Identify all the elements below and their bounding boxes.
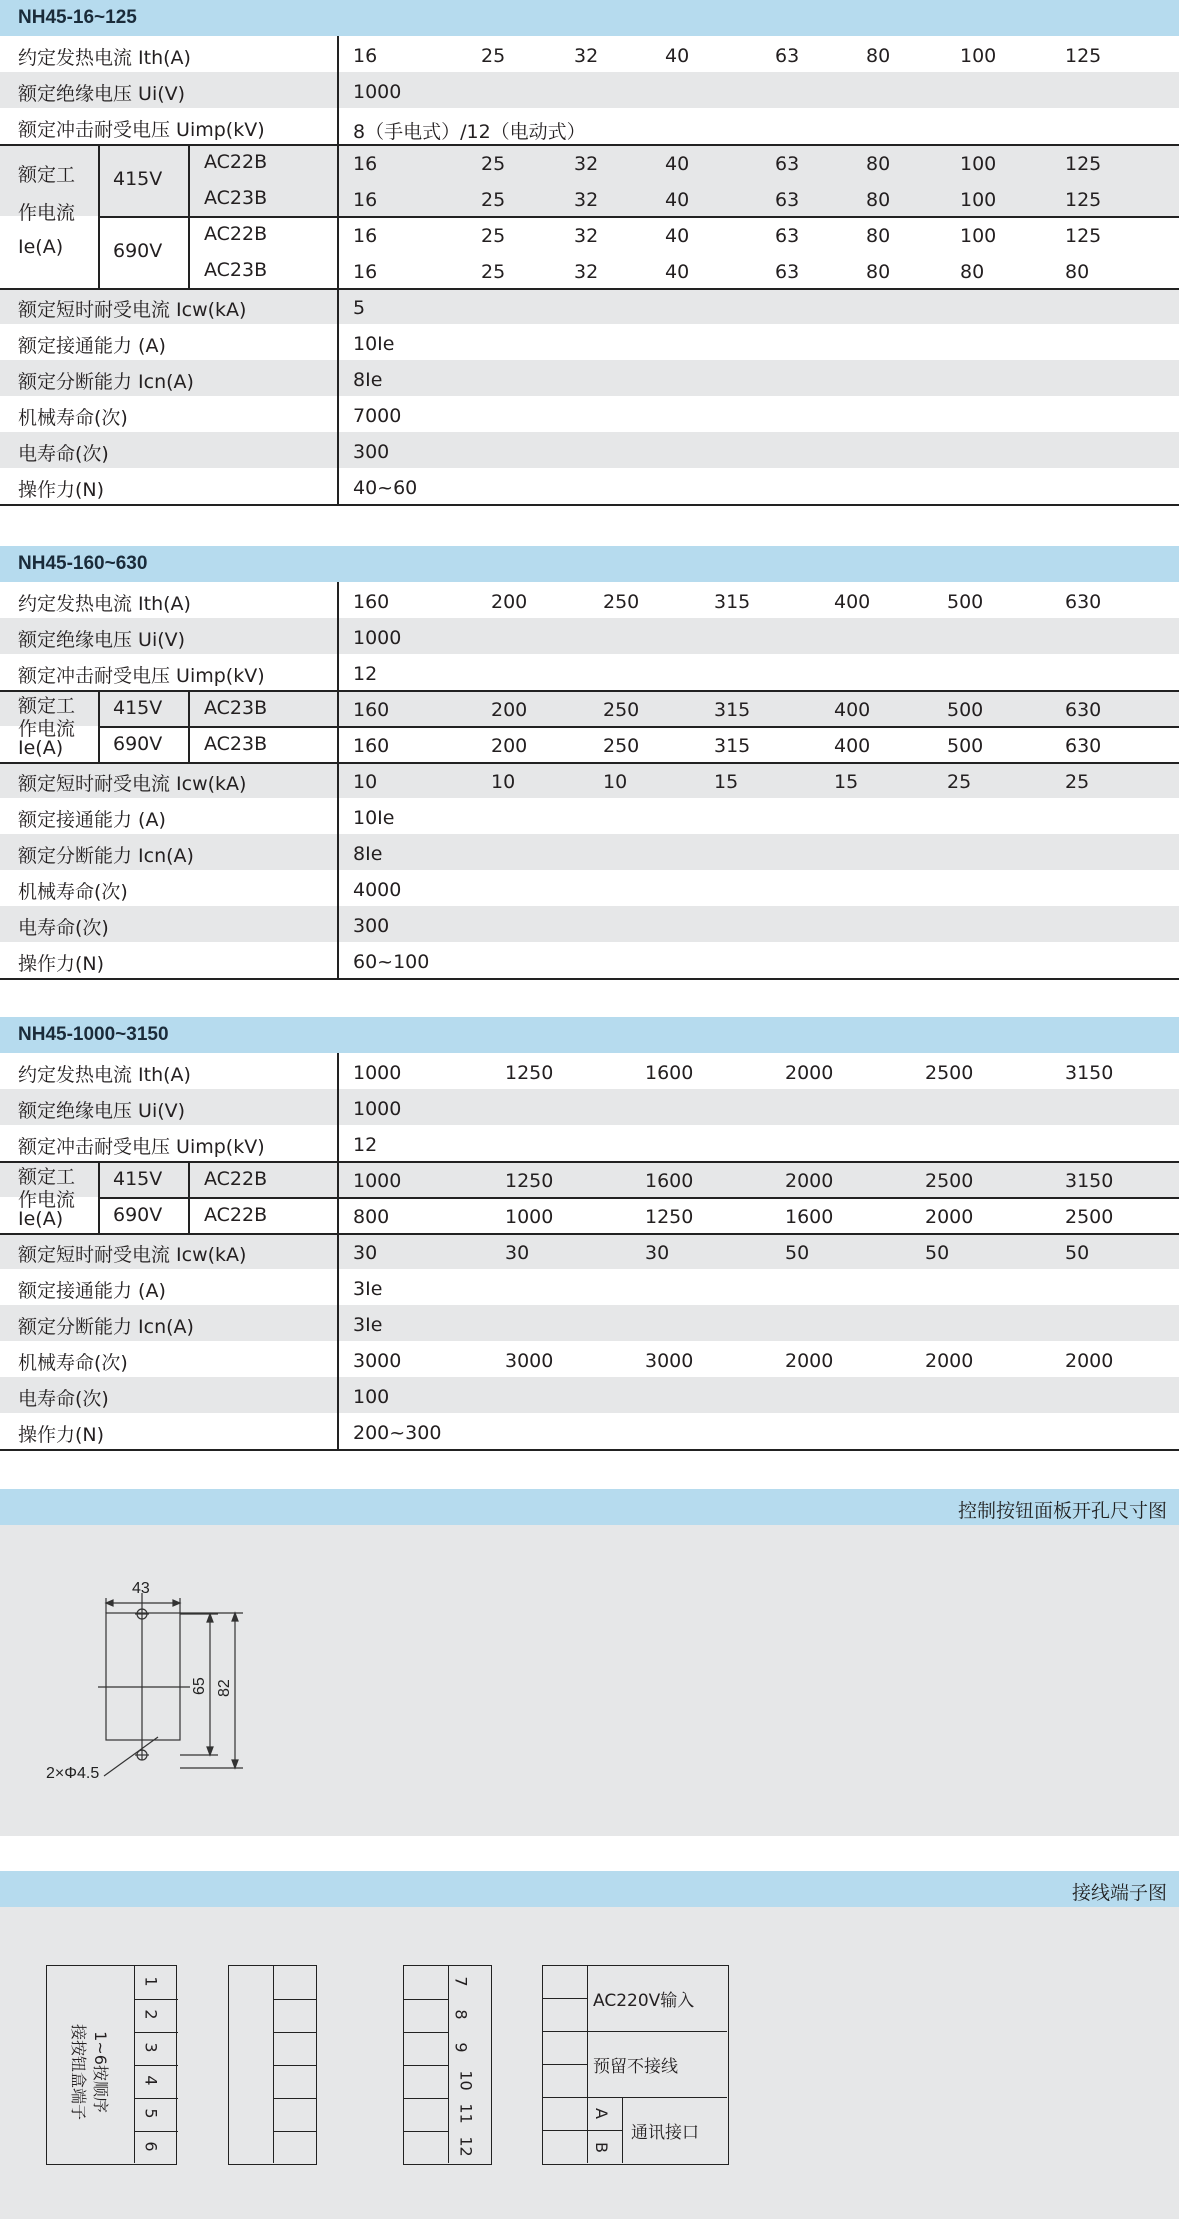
row-value: 3000: [645, 1350, 694, 1372]
ie-value: 63: [775, 225, 800, 247]
row-value: 125: [1065, 45, 1102, 67]
terminal-number: 8: [451, 2009, 471, 2020]
row-value: 1600: [645, 1062, 694, 1084]
panel-cutout-diagram-area: [0, 1525, 1179, 1836]
ie-value: 32: [574, 153, 599, 175]
row-label: 机械寿命(次): [18, 881, 128, 903]
ie-value: 63: [775, 153, 800, 175]
dim-outer-label: 82: [216, 1679, 233, 1697]
ie-category: AC23B: [204, 187, 268, 209]
ie-value: 1600: [785, 1206, 834, 1228]
terminal-diagram-area: [0, 1907, 1179, 2219]
ie-label: Ie(A): [18, 1208, 64, 1230]
ie-label: Ie(A): [18, 737, 64, 759]
row-value: 60~100: [353, 951, 430, 973]
row-value: 1250: [505, 1062, 554, 1084]
ie-category: AC22B: [204, 151, 268, 173]
terminal-number: 4: [141, 2075, 161, 2086]
row-value: 40~60: [353, 477, 418, 499]
ie-value: 500: [947, 735, 984, 757]
table-title: NH45-16~125: [18, 7, 137, 28]
row-label: 额定分断能力 Icn(A): [18, 845, 194, 867]
ie-value: 400: [834, 735, 871, 757]
row-value: 2000: [785, 1062, 834, 1084]
row-value: 3Ie: [353, 1314, 383, 1336]
row-label: 额定短时耐受电流 Icw(kA): [18, 773, 247, 795]
row-label: 额定短时耐受电流 Icw(kA): [18, 299, 247, 321]
ie-value: 1000: [505, 1206, 554, 1228]
row-label: 额定接通能力 (A): [18, 335, 166, 357]
row-value: 16: [353, 45, 378, 67]
ie-value: 3150: [1065, 1170, 1114, 1192]
ie-value: 250: [603, 699, 640, 721]
row-label: 电寿命(次): [18, 1388, 109, 1410]
row-value: 12: [353, 663, 378, 685]
block1-label-line2: 接按钮盒端子: [69, 2023, 88, 2120]
row-value: 4000: [353, 879, 402, 901]
row-value: 1000: [353, 1062, 402, 1084]
row-label: 操作力(N): [18, 1424, 105, 1446]
ie-value: 2000: [925, 1206, 974, 1228]
terminal-section-header: [0, 1871, 1179, 1907]
dim-holes-label: 2×Φ4.5: [46, 1765, 100, 1782]
ie-category: AC22B: [204, 1168, 268, 1190]
ie-value: 40: [665, 189, 690, 211]
row-label: 额定分断能力 Icn(A): [18, 1316, 194, 1338]
row-value: 160: [353, 591, 390, 613]
row-value: 300: [353, 915, 390, 937]
ie-voltage: 690V: [113, 240, 163, 262]
row-value: 3000: [505, 1350, 554, 1372]
ie-label: 作电流: [18, 718, 76, 740]
row-value: 30: [645, 1242, 670, 1264]
ie-value: 500: [947, 699, 984, 721]
ie-value: 80: [866, 225, 891, 247]
row-value: 10: [353, 771, 378, 793]
row-value: 500: [947, 591, 984, 613]
row-value: 200~300: [353, 1422, 442, 1444]
ie-value: 125: [1065, 225, 1102, 247]
row-value: 40: [665, 45, 690, 67]
ie-voltage: 415V: [113, 168, 163, 190]
row-value: 25: [481, 45, 506, 67]
row-label: 电寿命(次): [18, 443, 109, 465]
row-label: 额定绝缘电压 Ui(V): [18, 83, 186, 105]
row-value: 15: [834, 771, 859, 793]
row-value: 2000: [1065, 1350, 1114, 1372]
row-value: 10Ie: [353, 807, 395, 829]
row-value: 400: [834, 591, 871, 613]
row-value: 630: [1065, 591, 1102, 613]
terminal-number: 1: [141, 1976, 161, 1987]
ie-value: 2500: [925, 1170, 974, 1192]
terminal-number: 3: [141, 2042, 161, 2053]
row-label: 额定冲击耐受电压 Uimp(kV): [18, 119, 265, 141]
row-label: 约定发热电流 Ith(A): [18, 593, 191, 615]
ie-value: 160: [353, 735, 390, 757]
row-value: 100: [960, 45, 997, 67]
row-value: 8Ie: [353, 843, 383, 865]
panel-section-title: 控制按钮面板开孔尺寸图: [957, 1500, 1167, 1522]
row-value: 1000: [353, 1098, 402, 1120]
row-value: 63: [775, 45, 800, 67]
row-value: 100: [353, 1386, 390, 1408]
ie-value: 315: [714, 699, 751, 721]
row-value: 1000: [353, 81, 402, 103]
panel-cutout-drawing: [0, 1525, 1179, 1836]
ie-value: 32: [574, 189, 599, 211]
row-value: 2500: [925, 1062, 974, 1084]
terminal-number: 6: [141, 2141, 161, 2152]
ie-label: 作电流: [18, 1189, 76, 1211]
ie-voltage: 690V: [113, 1204, 163, 1226]
row-value: 1000: [353, 627, 402, 649]
ie-value: 200: [491, 699, 528, 721]
panel-section-header: [0, 1489, 1179, 1525]
row-label: 额定绝缘电压 Ui(V): [18, 629, 186, 651]
comm-b-label: B: [591, 2142, 611, 2153]
ie-value: 40: [665, 225, 690, 247]
row-value: 315: [714, 591, 751, 613]
ac-input-label: AC220V输入: [593, 1991, 695, 2011]
ie-value: 80: [866, 189, 891, 211]
ie-value: 16: [353, 225, 378, 247]
ie-value: 25: [481, 225, 506, 247]
ie-value: 80: [1065, 261, 1090, 283]
ie-value: 1000: [353, 1170, 402, 1192]
row-label: 额定短时耐受电流 Icw(kA): [18, 1244, 247, 1266]
ie-value: 250: [603, 735, 640, 757]
row-value: 10Ie: [353, 333, 395, 355]
terminal-number: 5: [141, 2108, 161, 2119]
row-value: 32: [574, 45, 599, 67]
ie-value: 630: [1065, 699, 1102, 721]
ie-value: 100: [960, 225, 997, 247]
row-value: 250: [603, 591, 640, 613]
row-value: 3Ie: [353, 1278, 383, 1300]
ie-value: 1250: [645, 1206, 694, 1228]
ie-value: 16: [353, 189, 378, 211]
terminal-block-4: [542, 1965, 729, 2165]
row-value: 30: [505, 1242, 530, 1264]
ie-value: 25: [481, 189, 506, 211]
row-value: 3150: [1065, 1062, 1114, 1084]
ie-value: 160: [353, 699, 390, 721]
ie-value: 1250: [505, 1170, 554, 1192]
ie-value: 32: [574, 225, 599, 247]
terminal-number: 12: [456, 2136, 476, 2157]
ie-value: 40: [665, 261, 690, 283]
row-value: 300: [353, 441, 390, 463]
row-value: 200: [491, 591, 528, 613]
table-title-bar: [0, 0, 1179, 36]
ie-voltage: 690V: [113, 733, 163, 755]
ie-voltage: 415V: [113, 1168, 163, 1190]
row-value: 25: [947, 771, 972, 793]
row-value: 5: [353, 297, 366, 319]
table-title-bar: [0, 546, 1179, 582]
ie-label: 额定工: [18, 695, 76, 717]
ie-value: 32: [574, 261, 599, 283]
row-label: 额定接通能力 (A): [18, 1280, 166, 1302]
ie-value: 800: [353, 1206, 390, 1228]
ie-value: 630: [1065, 735, 1102, 757]
terminal-block-2: [228, 1965, 317, 2165]
ie-value: 315: [714, 735, 751, 757]
terminal-number: 7: [451, 1976, 471, 1987]
row-label: 机械寿命(次): [18, 407, 128, 429]
ie-label: Ie(A): [18, 236, 64, 258]
ie-value: 125: [1065, 189, 1102, 211]
row-label: 额定冲击耐受电压 Uimp(kV): [18, 665, 265, 687]
row-value: 12: [353, 1134, 378, 1156]
row-label: 约定发热电流 Ith(A): [18, 1064, 191, 1086]
row-value: 50: [925, 1242, 950, 1264]
ie-value: 63: [775, 189, 800, 211]
row-value: 8Ie: [353, 369, 383, 391]
ie-value: 16: [353, 261, 378, 283]
ie-value: 100: [960, 153, 997, 175]
row-label: 操作力(N): [18, 953, 105, 975]
ie-value: 125: [1065, 153, 1102, 175]
terminal-number: 2: [141, 2009, 161, 2020]
ie-value: 2500: [1065, 1206, 1114, 1228]
row-label: 机械寿命(次): [18, 1352, 128, 1374]
row-value: 3000: [353, 1350, 402, 1372]
terminal-number: 9: [451, 2042, 471, 2053]
terminal-block-1: [46, 1965, 177, 2165]
row-label: 电寿命(次): [18, 917, 109, 939]
row-value: 10: [491, 771, 516, 793]
ie-value: 25: [481, 261, 506, 283]
ie-value: 80: [960, 261, 985, 283]
row-label: 操作力(N): [18, 479, 105, 501]
ie-category: AC23B: [204, 259, 268, 281]
row-label: 约定发热电流 Ith(A): [18, 47, 191, 69]
ie-category: AC23B: [204, 733, 268, 755]
comm-interface-label: 通讯接口: [631, 2123, 699, 2143]
ie-value: 16: [353, 153, 378, 175]
ie-value: 400: [834, 699, 871, 721]
row-value: 80: [866, 45, 891, 67]
ie-label: 额定工: [18, 164, 76, 186]
ie-value: 80: [866, 153, 891, 175]
row-value: 50: [785, 1242, 810, 1264]
table-title-bar: [0, 1017, 1179, 1053]
ie-category: AC22B: [204, 1204, 268, 1226]
row-value: 25: [1065, 771, 1090, 793]
row-value: 2000: [925, 1350, 974, 1372]
ie-category: AC23B: [204, 697, 268, 719]
ie-label: 额定工: [18, 1166, 76, 1188]
ie-value: 2000: [785, 1170, 834, 1192]
comm-a-label: A: [591, 2108, 611, 2119]
row-label: 额定绝缘电压 Ui(V): [18, 1100, 186, 1122]
ie-voltage: 415V: [113, 697, 163, 719]
ie-value: 1600: [645, 1170, 694, 1192]
terminal-number: 11: [456, 2103, 476, 2124]
row-label: 额定接通能力 (A): [18, 809, 166, 831]
block1-label-line1: 1~6按顺序: [91, 2031, 110, 2113]
row-value: 15: [714, 771, 739, 793]
ie-value: 100: [960, 189, 997, 211]
table-title: NH45-160~630: [18, 553, 148, 574]
ie-value: 40: [665, 153, 690, 175]
row-label: 额定分断能力 Icn(A): [18, 371, 194, 393]
ie-value: 200: [491, 735, 528, 757]
row-value: 7000: [353, 405, 402, 427]
ie-value: 25: [481, 153, 506, 175]
dim-inner-label: 65: [191, 1677, 208, 1695]
terminal-number: 10: [456, 2070, 476, 2091]
row-value: 10: [603, 771, 628, 793]
row-label: 额定冲击耐受电压 Uimp(kV): [18, 1136, 265, 1158]
table-title: NH45-1000~3150: [18, 1024, 169, 1045]
row-value: 30: [353, 1242, 378, 1264]
row-value: 50: [1065, 1242, 1090, 1264]
reserved-label: 预留不接线: [593, 2057, 678, 2077]
dim-width-label: 43: [132, 1580, 150, 1597]
row-value: 8（手电式）/12（电动式）: [353, 121, 586, 143]
row-value: 2000: [785, 1350, 834, 1372]
terminal-block-3: [403, 1965, 492, 2165]
ie-category: AC22B: [204, 223, 268, 245]
terminal-section-title: 接线端子图: [1071, 1882, 1167, 1904]
ie-value: 63: [775, 261, 800, 283]
ie-value: 80: [866, 261, 891, 283]
ie-label: 作电流: [18, 202, 76, 224]
